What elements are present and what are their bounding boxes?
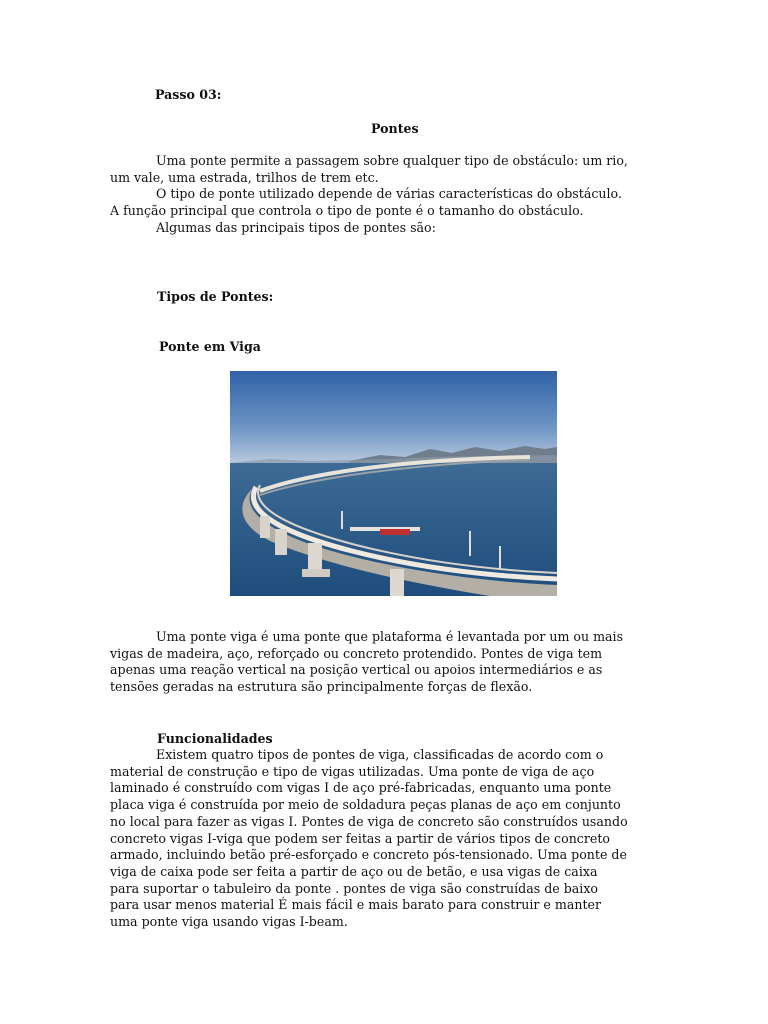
step-label: Passo 03: (155, 87, 222, 102)
beam-bridge-photo (230, 371, 557, 596)
intro-paragraph-1: Uma ponte permite a passagem sobre qualquer tipo de obstáculo: um rio, um vale, uma estrada, trilhos de trem etc. (110, 153, 628, 185)
types-heading: Tipos de Pontes: (157, 289, 274, 304)
beam-description-block (110, 629, 630, 696)
section-title: Pontes (371, 121, 419, 136)
functionality-heading: Funcionalidades (157, 731, 273, 746)
intro-paragraph-2: O tipo de ponte utilizado depende de várias características do obstáculo. A função principal que controla o tipo de ponte é o tamanho do obstáculo. (110, 186, 622, 219)
intro-paragraph-3: Algumas das principais tipos de pontes são: (156, 219, 436, 235)
intro-paragraphs (110, 153, 630, 237)
functionality-text: Existem quatro tipos de pontes de viga, classificadas de acordo com o material de construção e tipo de vigas utilizadas. Uma ponte de viga de aço laminado é construído com vigas I de aço pré-fabricadas, enquanto uma ponte placa viga é construída por meio de soldadura peças planas de aço em conjunto no local para fazer as vigas I. Pontes de viga de concreto são construídos usando concreto vigas I-viga que podem ser feitas a partir de vários tipos de concreto armado, incluindo betão pré-esforçado e concreto pós-tensionado. Uma ponte de viga de caixa pode ser feita a partir de aço ou de betão, e usa vigas de caixa para suportar o tabuleiro da ponte . pontes de viga são construídas de baixo para usar menos material É mais fácil e mais barato para construir e manter uma ponte viga usando vigas I-beam. (110, 747, 628, 930)
beam-bridge-subheading: Ponte em Viga (159, 339, 261, 354)
functionality-block (110, 747, 630, 931)
beam-description: Uma ponte viga é uma ponte que plataforma é levantada por um ou mais vigas de madeira, aço, reforçado ou concreto protendido. Pontes de viga tem apenas uma reação vertical na posição vertical ou apoios intermediários e as tensões geradas na estrutura são principalmente forças de flexão. (110, 629, 624, 695)
